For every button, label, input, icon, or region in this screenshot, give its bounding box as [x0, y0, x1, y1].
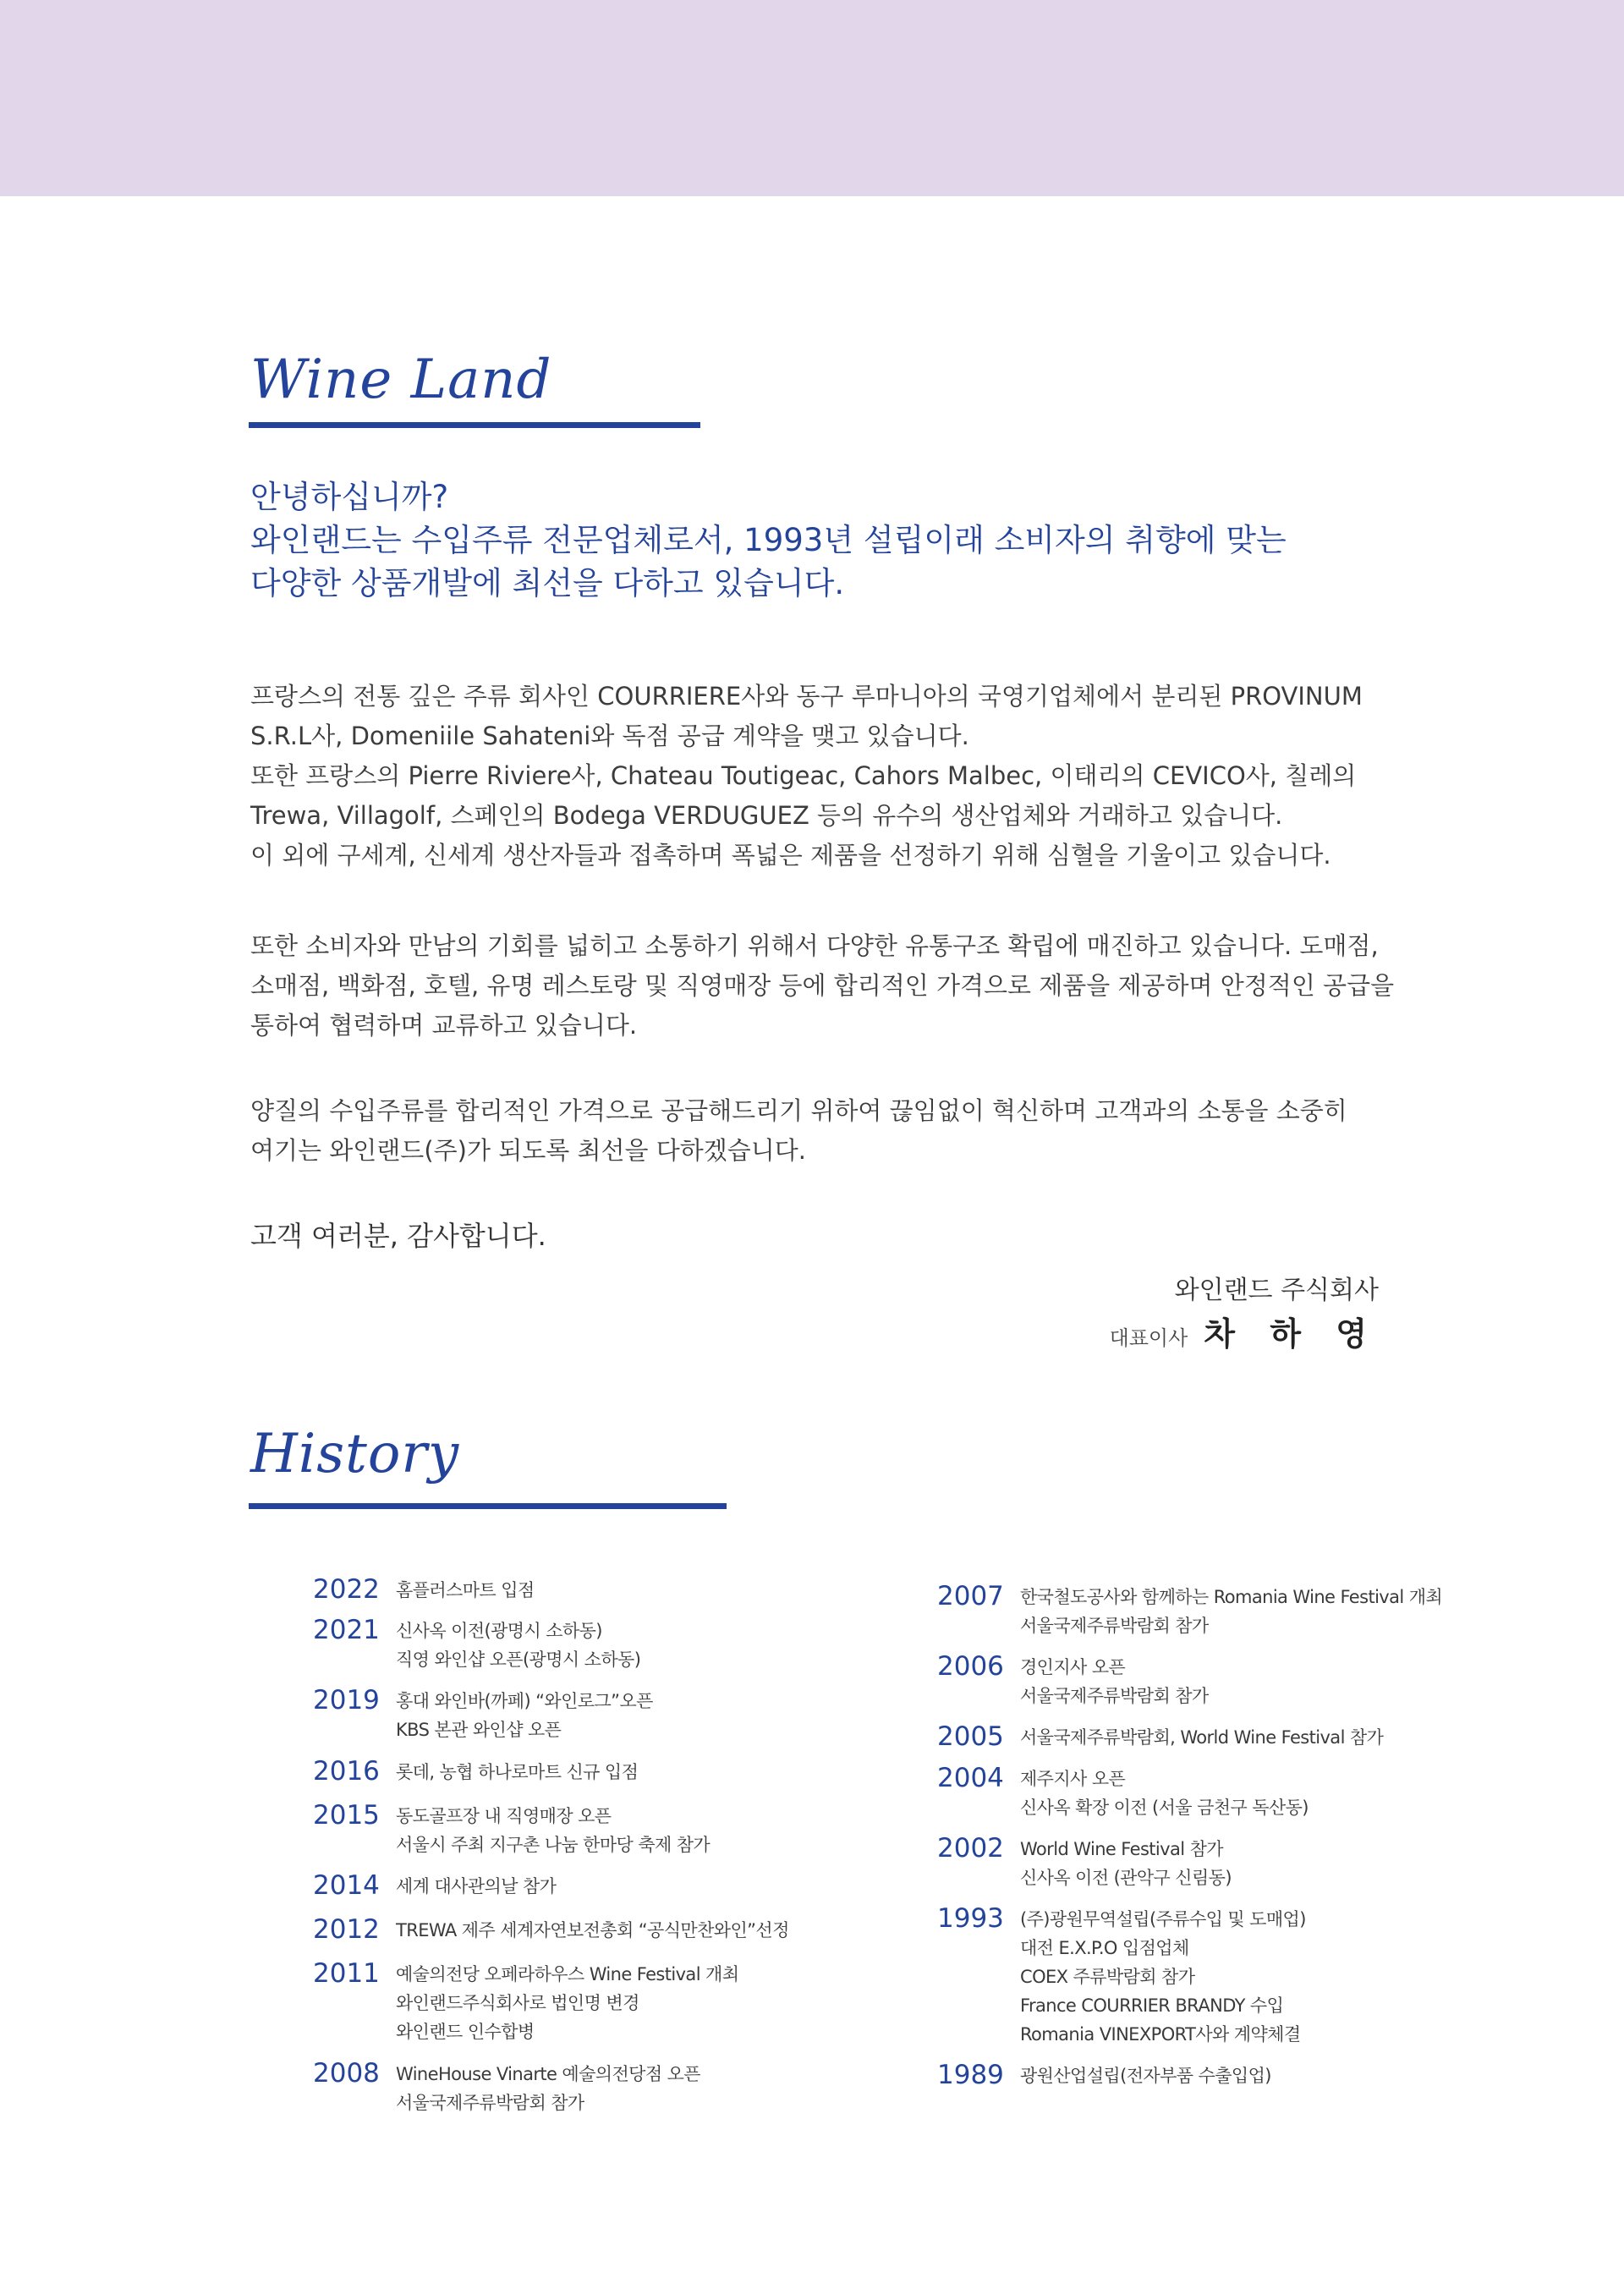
history-event: World Wine Festival 참가 — [1020, 1839, 1223, 1859]
history-event: (주)광원무역설립(주류수입 및 도매업) — [1020, 1909, 1306, 1929]
history-year: 2015 — [313, 1800, 380, 1831]
history-events — [396, 1686, 653, 1744]
paragraph-line: 소매점, 백화점, 호텔, 유명 레스토랑 및 직영매장 등에 합리적인 가격으로 제품을 제공하며 안정적인 공급을 — [250, 971, 1395, 1000]
history-entry — [937, 1904, 1479, 2049]
greeting-line: 안녕하십니까? — [250, 479, 449, 515]
history-year: 2006 — [937, 1651, 1004, 1682]
history-event: 신사옥 확장 이전 (서울 금천구 독산동) — [1020, 1798, 1309, 1818]
history-event: 예술의전당 오페라하우스 Wine Festival 개최 — [396, 1964, 739, 1984]
paragraph-line: 통하여 협력하며 교류하고 있습니다. — [250, 1011, 638, 1040]
history-event: 동도골프장 내 직영매장 오픈 — [396, 1806, 612, 1826]
paragraph-line: 여기는 와인랜드(주)가 되도록 최선을 다하겠습니다. — [250, 1136, 807, 1165]
intro-paragraph-1 — [250, 677, 1375, 876]
intro-paragraph-3 — [250, 1091, 1375, 1171]
history-events — [1020, 1722, 1383, 1752]
paragraph-line: 이 외에 구세계, 신세계 생산자들과 접촉하며 폭넓은 제품을 선정하기 위해 심혈을 기울이고 있습니다. — [250, 841, 1331, 870]
history-year: 2007 — [937, 1581, 1004, 1611]
history-event: WineHouse Vinarte 예술의전당점 오픈 — [396, 2064, 700, 2084]
history-year: 2016 — [313, 1756, 380, 1787]
history-event: TREWA 제주 세계자연보전총회 “공식만찬와인”선정 — [396, 1920, 789, 1940]
history-event: 서울국제주류박람회 참가 — [396, 2093, 584, 2113]
history-event: 광원산업설립(전자부품 수출입업) — [1020, 2066, 1271, 2086]
history-event: 세계 대사관의날 참가 — [396, 1876, 557, 1897]
history-events — [396, 1616, 640, 1674]
history-year: 1989 — [937, 2060, 1004, 2090]
wine-land-heading: Wine Land — [250, 349, 552, 411]
history-events — [1020, 1904, 1306, 2049]
history-year: 1993 — [937, 1903, 1004, 1934]
history-event: 한국철도공사와 함께하는 Romania Wine Festival 개최 — [1020, 1587, 1443, 1607]
history-event: 서울국제주류박람회, World Wine Festival 참가 — [1020, 1727, 1384, 1748]
history-left-column — [313, 1575, 846, 2117]
history-event: 와인랜드 인수합병 — [396, 2022, 535, 2042]
history-year: 2011 — [313, 1958, 380, 1989]
paragraph-line: 또한 프랑스의 Pierre Riviere사, Chateau Toutigeac, Cahors Malbec, 이태리의 CEVICO사, 칠레의 — [250, 761, 1357, 790]
history-year: 2014 — [313, 1870, 380, 1901]
history-events — [396, 1959, 738, 2046]
history-event: 홈플러스마트 입점 — [396, 1580, 535, 1600]
history-events — [1020, 2061, 1271, 2090]
thanks-line: 고객 여러분, 감사합니다. — [250, 1220, 546, 1252]
history-year: 2005 — [937, 1721, 1004, 1752]
history-events — [1020, 1652, 1209, 1710]
history-year: 2012 — [313, 1914, 380, 1945]
history-event: 신사옥 이전 (관악구 신림동) — [1020, 1868, 1232, 1888]
paragraph-line: 또한 소비자와 만남의 기회를 넓히고 소통하기 위해서 다양한 유통구조 확립에 매진하고 있습니다. 도매점, — [250, 931, 1379, 960]
history-events — [396, 2059, 700, 2117]
history-entry — [313, 1915, 846, 1945]
paragraph-line: S.R.L사, Domeniile Sahateni와 독점 공급 계약을 맺고 있습니다. — [250, 722, 969, 750]
history-event: 서울국제주류박람회 참가 — [1020, 1686, 1209, 1706]
greeting — [250, 475, 1392, 605]
history-year: 2002 — [937, 1833, 1004, 1864]
history-events — [396, 1757, 638, 1787]
history-events — [396, 1871, 556, 1901]
history-events — [1020, 1834, 1232, 1892]
history-right-column — [937, 1582, 1479, 2090]
history-year: 2021 — [313, 1615, 380, 1645]
paragraph-line: 프랑스의 전통 깊은 주류 회사인 COURRIERE사와 동구 루마니아의 국영기업체에서 분리된 PROVINUM — [250, 682, 1363, 711]
history-events — [1020, 1582, 1442, 1640]
history-event: 대전 E.X.P.O 입점업체 — [1020, 1938, 1189, 1958]
history-event: 경인지사 오픈 — [1020, 1657, 1126, 1677]
history-entry — [313, 1757, 846, 1787]
history-heading: History — [250, 1423, 460, 1485]
history-event: KBS 본관 와인샵 오픈 — [396, 1720, 562, 1740]
history-entry — [937, 1722, 1479, 1752]
history-event: Romania VINEXPORT사와 계약체결 — [1020, 2024, 1301, 2045]
intro-paragraph-2 — [250, 926, 1395, 1046]
history-event: COEX 주류박람회 참가 — [1020, 1967, 1195, 1987]
greeting-line: 와인랜드는 수입주류 전문업체로서, 1993년 설립이래 소비자의 취향에 맞는 — [250, 522, 1287, 558]
history-entry — [937, 1834, 1479, 1892]
history-events — [396, 1915, 789, 1945]
history-year: 2022 — [313, 1574, 380, 1605]
greeting-line: 다양한 상품개발에 최선을 다하고 있습니다. — [250, 565, 845, 601]
history-event: 직영 와인샵 오픈(광명시 소하동) — [396, 1649, 641, 1670]
history-year: 2019 — [313, 1685, 380, 1715]
history-entry — [937, 2061, 1479, 2090]
wine-land-underline — [249, 422, 700, 428]
history-event: 홍대 와인바(까페) “와인로그”오픈 — [396, 1691, 653, 1711]
history-events — [396, 1801, 710, 1859]
paragraph-line: Trewa, Villagolf, 스페인의 Bodega VERDUGUEZ 등의 유수의 생산업체와 거래하고 있습니다. — [250, 801, 1283, 830]
history-event: 서울국제주류박람회 참가 — [1020, 1616, 1209, 1636]
history-event: 와인랜드주식회사로 법인명 변경 — [396, 1993, 639, 2013]
history-entry — [937, 1652, 1479, 1710]
history-entry — [313, 1575, 846, 1605]
history-event: 제주지사 오픈 — [1020, 1769, 1126, 1789]
signature-representative — [1110, 1308, 1379, 1354]
signature-name: 차 하 영 — [1204, 1315, 1379, 1353]
history-event: 롯데, 농협 하나로마트 신규 입점 — [396, 1762, 639, 1782]
history-entry — [313, 1686, 846, 1744]
signature-title: 대표이사 — [1109, 1326, 1188, 1350]
history-event: 서울시 주최 지구촌 나눔 한마당 축제 참가 — [396, 1835, 710, 1855]
history-event: 신사옥 이전(광명시 소하동) — [396, 1621, 602, 1641]
history-entry — [313, 1801, 846, 1859]
history-entry — [313, 1616, 846, 1674]
history-event: France COURRIER BRANDY 수입 — [1020, 1995, 1284, 2016]
history-entry — [937, 1764, 1479, 1822]
history-underline — [249, 1503, 727, 1509]
history-events — [1020, 1764, 1309, 1822]
history-year: 2004 — [937, 1763, 1004, 1793]
history-entry — [313, 1871, 846, 1901]
paragraph-line: 양질의 수입주류를 합리적인 가격으로 공급해드리기 위하여 끊임없이 혁신하며 고객과의 소통을 소중히 — [250, 1096, 1347, 1125]
history-entry — [937, 1582, 1479, 1640]
history-events — [396, 1575, 535, 1605]
signature-company: 와인랜드 주식회사 — [1174, 1276, 1379, 1305]
history-year: 2008 — [313, 2058, 380, 2089]
history-entry — [313, 2059, 846, 2117]
history-entry — [313, 1959, 846, 2046]
top-decorative-band — [0, 0, 1624, 196]
